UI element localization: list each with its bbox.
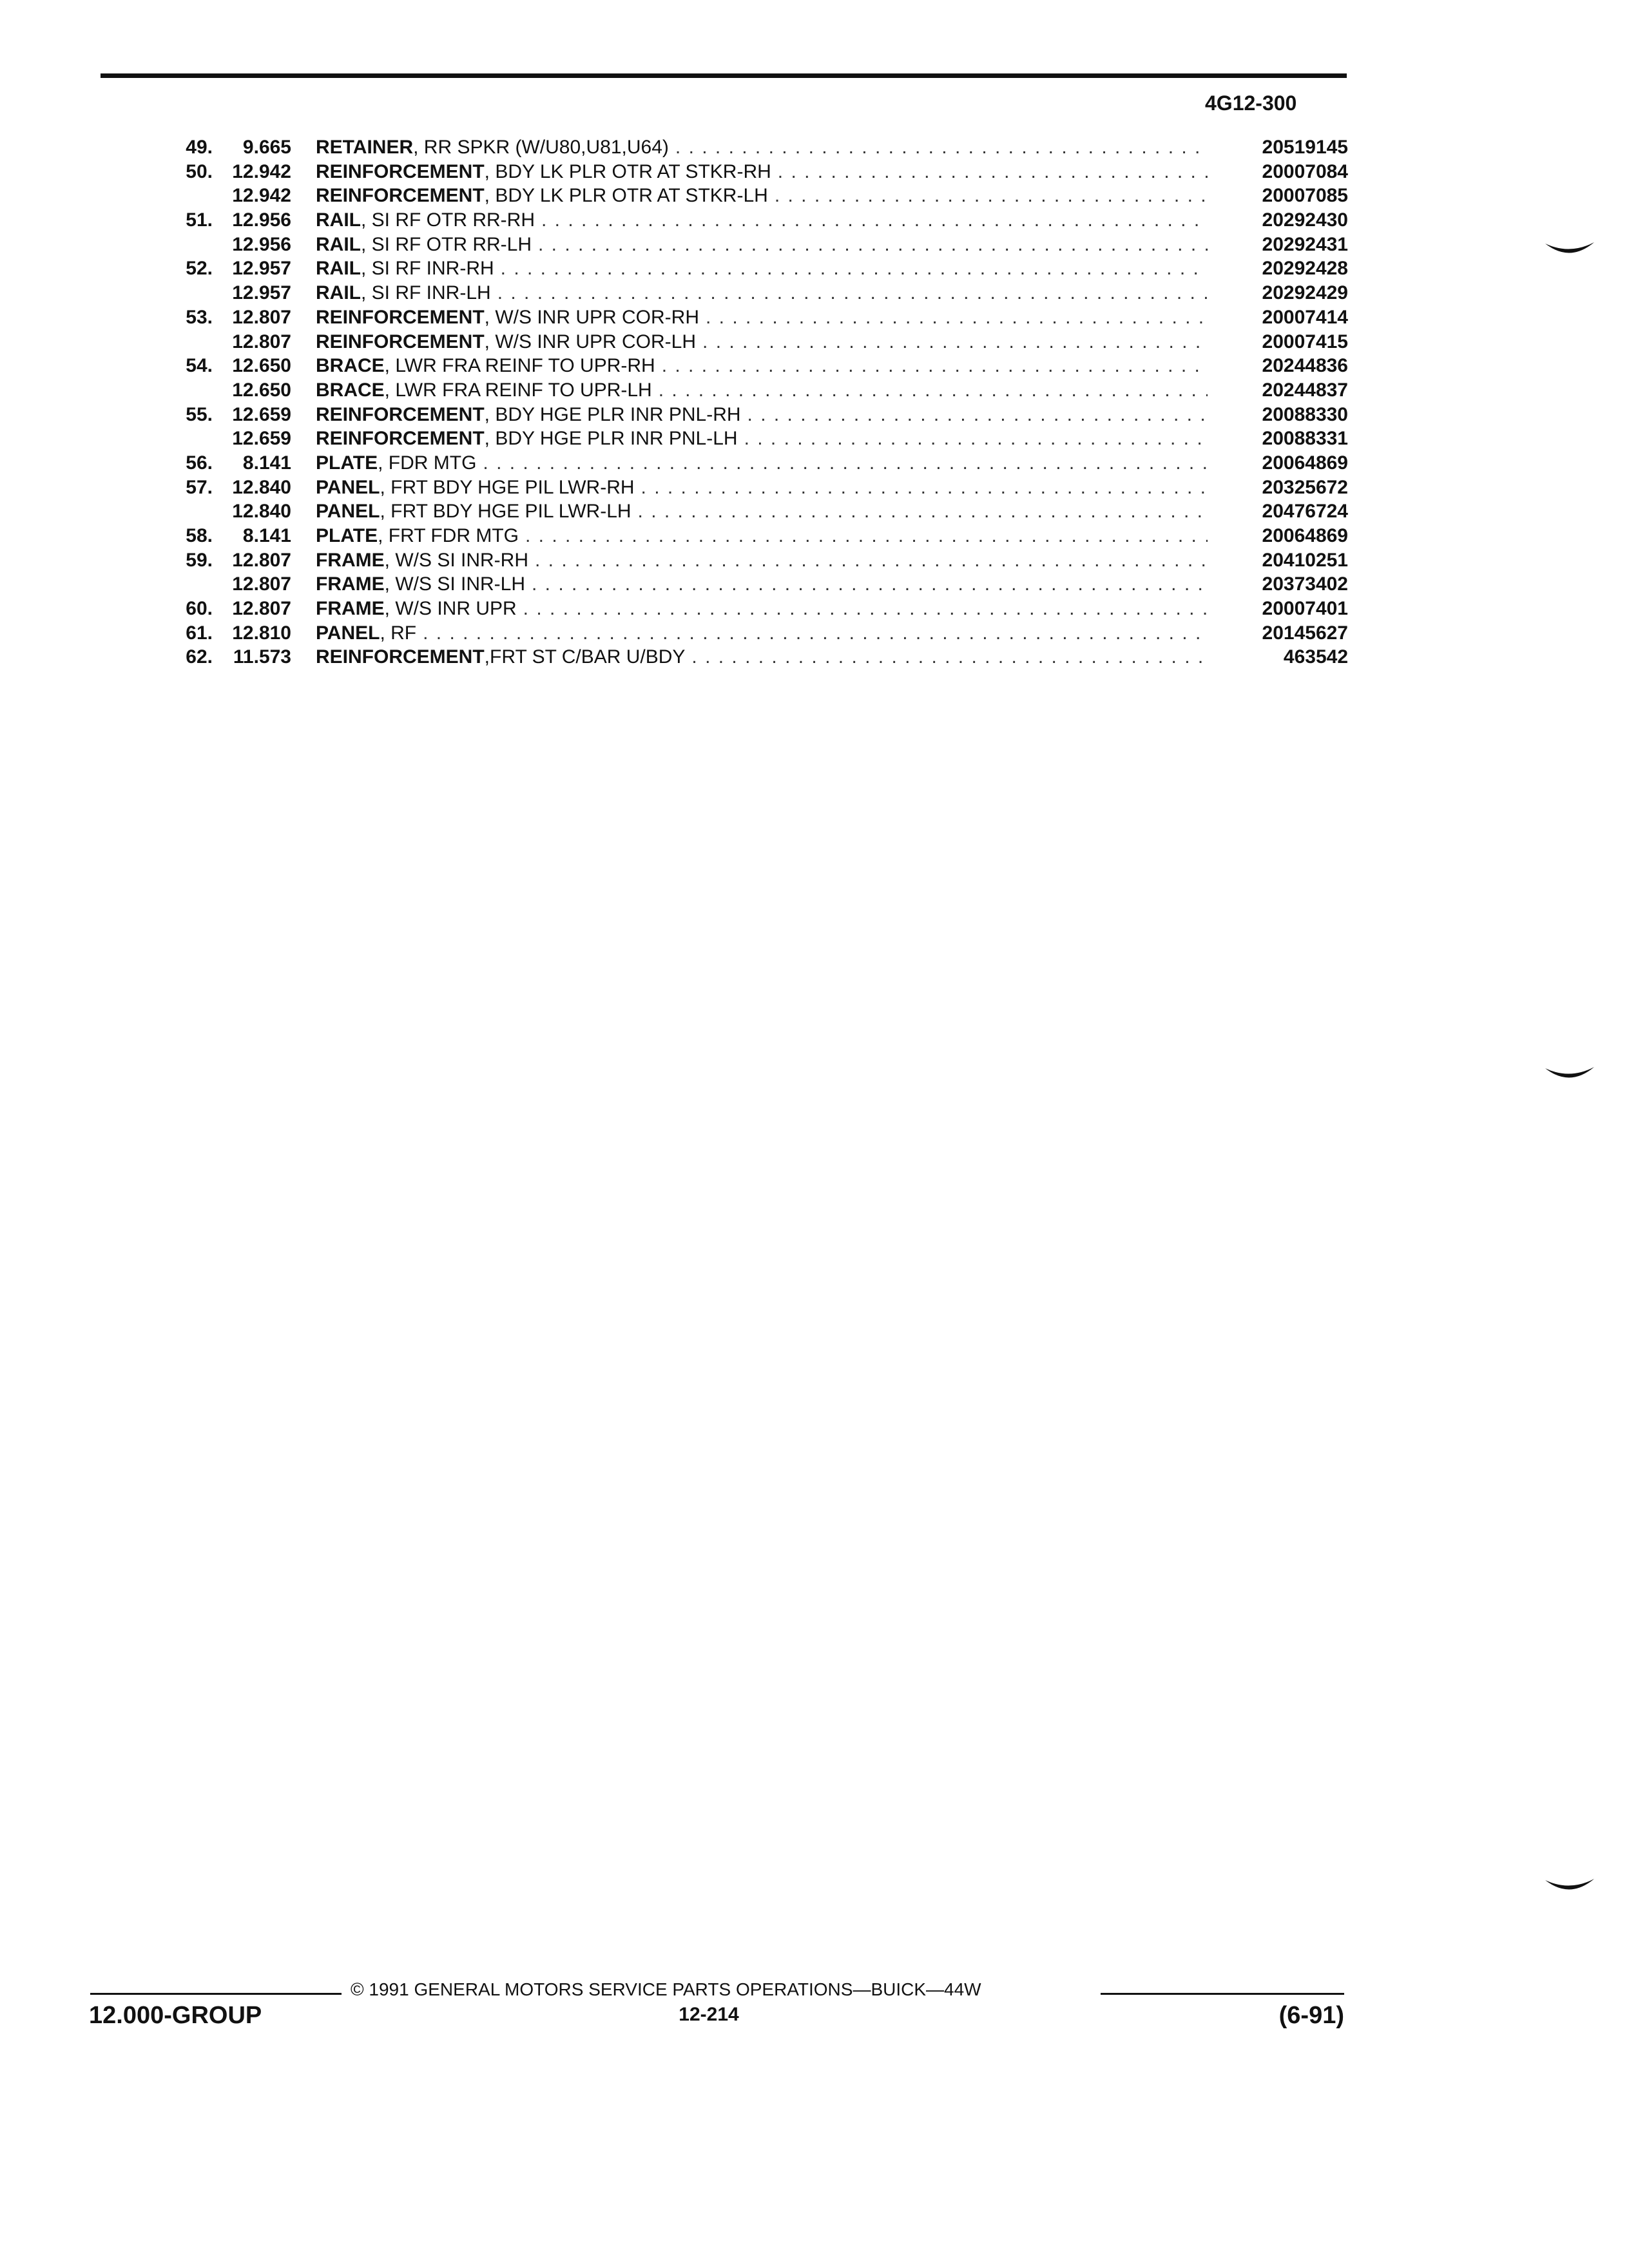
part-number: 20064869 bbox=[1262, 452, 1348, 474]
part-name: REINFORCEMENT bbox=[316, 185, 485, 207]
group-number: 12.807 bbox=[232, 598, 291, 620]
part-name: BRACE bbox=[316, 355, 385, 377]
group-number: 12.942 bbox=[232, 185, 291, 207]
part-description bbox=[316, 451, 1208, 476]
part-description bbox=[316, 305, 1208, 330]
footer-revision-date: (6-91) bbox=[1278, 2002, 1344, 2029]
parts-row bbox=[149, 354, 1348, 378]
parts-row bbox=[149, 305, 1348, 330]
footer-copyright: © 1991 GENERAL MOTORS SERVICE PARTS OPERATIONS—BUICK—44W bbox=[351, 1979, 981, 1999]
part-description bbox=[316, 572, 1208, 597]
part-description bbox=[316, 233, 1208, 257]
parts-row bbox=[149, 476, 1348, 500]
part-number: 20244837 bbox=[1262, 379, 1348, 401]
group-number: 8.141 bbox=[242, 452, 291, 474]
part-name: PANEL bbox=[316, 501, 380, 523]
part-name: PANEL bbox=[316, 622, 380, 644]
item-number: 58. bbox=[186, 525, 213, 546]
group-number: 12.956 bbox=[232, 209, 291, 231]
parts-row bbox=[149, 597, 1348, 621]
parts-row bbox=[149, 548, 1348, 573]
page-code: 4G12-300 bbox=[1205, 91, 1297, 115]
item-number: 52. bbox=[186, 258, 213, 280]
leader-dots bbox=[517, 597, 1208, 621]
group-number: 11.573 bbox=[233, 646, 291, 668]
part-qualifier: , LWR FRA REINF TO UPR-RH bbox=[384, 355, 655, 377]
part-name: REINFORCEMENT bbox=[316, 160, 485, 182]
part-description bbox=[316, 597, 1208, 621]
part-number: 20145627 bbox=[1262, 622, 1348, 644]
part-name: REINFORCEMENT bbox=[316, 646, 485, 668]
parts-row bbox=[149, 208, 1348, 233]
part-name: PLATE bbox=[316, 525, 378, 546]
group-number: 12.956 bbox=[232, 233, 291, 255]
parts-list bbox=[149, 135, 1348, 669]
leader-dots bbox=[535, 208, 1208, 233]
group-number: 12.807 bbox=[232, 331, 291, 352]
part-number: 463542 bbox=[1283, 646, 1348, 668]
part-name: RETAINER bbox=[316, 137, 414, 158]
leader-dots bbox=[635, 476, 1208, 500]
parts-row bbox=[149, 524, 1348, 548]
part-name: RAIL bbox=[316, 282, 361, 304]
part-number: 20519145 bbox=[1262, 137, 1348, 158]
leader-dots bbox=[476, 451, 1208, 476]
part-number: 20088331 bbox=[1262, 428, 1348, 450]
item-number: 62. bbox=[186, 646, 213, 668]
leader-dots bbox=[532, 233, 1208, 257]
part-number: 20007084 bbox=[1262, 160, 1348, 182]
parts-row bbox=[149, 233, 1348, 257]
parts-row bbox=[149, 135, 1348, 160]
part-name: FRAME bbox=[316, 573, 385, 595]
part-name: PLATE bbox=[316, 452, 378, 474]
part-description bbox=[316, 476, 1208, 500]
binder-hole-mark-middle bbox=[1544, 1064, 1595, 1084]
binder-hole-mark-bottom bbox=[1544, 1876, 1595, 1896]
parts-row bbox=[149, 403, 1348, 427]
part-number: 20410251 bbox=[1262, 549, 1348, 571]
leader-dots bbox=[494, 256, 1208, 281]
leader-dots bbox=[491, 281, 1208, 305]
part-name: REINFORCEMENT bbox=[316, 306, 485, 328]
part-qualifier: , FDR MTG bbox=[378, 452, 477, 474]
part-description bbox=[316, 184, 1208, 208]
leader-dots bbox=[416, 621, 1208, 646]
part-description bbox=[316, 499, 1208, 524]
part-qualifier: , W/S INR UPR COR-LH bbox=[484, 331, 697, 352]
leader-dots bbox=[519, 524, 1208, 548]
part-name: REINFORCEMENT bbox=[316, 428, 485, 450]
leader-dots bbox=[741, 403, 1208, 427]
leader-dots bbox=[528, 548, 1208, 573]
parts-row bbox=[149, 427, 1348, 451]
leader-dots bbox=[631, 499, 1208, 524]
part-description bbox=[316, 281, 1208, 305]
part-description bbox=[316, 256, 1208, 281]
group-number: 12.957 bbox=[232, 258, 291, 280]
part-number: 20088330 bbox=[1262, 403, 1348, 425]
parts-row bbox=[149, 621, 1348, 646]
part-qualifier: ,FRT ST C/BAR U/BDY bbox=[484, 646, 686, 668]
group-number: 12.659 bbox=[232, 428, 291, 450]
part-qualifier: , RF bbox=[380, 622, 417, 644]
parts-row bbox=[149, 645, 1348, 669]
part-name: RAIL bbox=[316, 258, 361, 280]
group-number: 12.807 bbox=[232, 306, 291, 328]
leader-dots bbox=[685, 645, 1208, 669]
group-number: 9.665 bbox=[242, 137, 291, 158]
parts-row bbox=[149, 160, 1348, 184]
part-description bbox=[316, 208, 1208, 233]
part-number: 20292431 bbox=[1262, 233, 1348, 255]
part-qualifier: , SI RF INR-RH bbox=[361, 258, 494, 280]
part-name: FRAME bbox=[316, 549, 385, 571]
item-number: 49. bbox=[186, 137, 213, 158]
parts-row bbox=[149, 499, 1348, 524]
part-description bbox=[316, 403, 1208, 427]
part-description bbox=[316, 524, 1208, 548]
part-qualifier: , RR SPKR (W/U80,U81,U64) bbox=[413, 137, 669, 158]
leader-dots bbox=[738, 427, 1208, 451]
part-description bbox=[316, 645, 1208, 669]
footer-group-label: 12.000-GROUP bbox=[89, 2002, 262, 2029]
part-number: 20292428 bbox=[1262, 258, 1348, 280]
leader-dots bbox=[652, 378, 1208, 403]
item-number: 51. bbox=[186, 209, 213, 231]
part-name: BRACE bbox=[316, 379, 385, 401]
group-number: 12.840 bbox=[232, 501, 291, 523]
part-number: 20064869 bbox=[1262, 525, 1348, 546]
part-name: PANEL bbox=[316, 476, 380, 498]
part-qualifier: , BDY HGE PLR INR PNL-LH bbox=[484, 428, 738, 450]
part-name: REINFORCEMENT bbox=[316, 403, 485, 425]
item-number: 59. bbox=[186, 549, 213, 571]
part-name: REINFORCEMENT bbox=[316, 331, 485, 352]
part-description bbox=[316, 135, 1208, 160]
leader-dots bbox=[525, 572, 1208, 597]
leader-dots bbox=[696, 330, 1208, 354]
part-qualifier: , SI RF OTR RR-LH bbox=[361, 233, 532, 255]
part-name: RAIL bbox=[316, 209, 361, 231]
parts-row bbox=[149, 184, 1348, 208]
group-number: 12.659 bbox=[232, 403, 291, 425]
group-number: 12.650 bbox=[232, 355, 291, 377]
part-name: FRAME bbox=[316, 598, 385, 620]
item-number: 54. bbox=[186, 355, 213, 377]
part-description bbox=[316, 378, 1208, 403]
item-number: 50. bbox=[186, 160, 213, 182]
part-description bbox=[316, 548, 1208, 573]
part-qualifier: , SI RF OTR RR-RH bbox=[361, 209, 535, 231]
group-number: 12.650 bbox=[232, 379, 291, 401]
parts-row bbox=[149, 378, 1348, 403]
group-number: 12.957 bbox=[232, 282, 291, 304]
part-number: 20292430 bbox=[1262, 209, 1348, 231]
item-number: 53. bbox=[186, 306, 213, 328]
part-number: 20007401 bbox=[1262, 598, 1348, 620]
part-number: 20476724 bbox=[1262, 501, 1348, 523]
part-description bbox=[316, 354, 1208, 378]
group-number: 8.141 bbox=[242, 525, 291, 546]
group-number: 12.840 bbox=[232, 476, 291, 498]
part-description bbox=[316, 160, 1208, 184]
parts-row bbox=[149, 281, 1348, 305]
group-number: 12.942 bbox=[232, 160, 291, 182]
part-number: 20292429 bbox=[1262, 282, 1348, 304]
group-number: 12.807 bbox=[232, 549, 291, 571]
part-name: RAIL bbox=[316, 233, 361, 255]
parts-row bbox=[149, 451, 1348, 476]
part-qualifier: , W/S INR UPR bbox=[384, 598, 517, 620]
part-number: 20007414 bbox=[1262, 306, 1348, 328]
item-number: 57. bbox=[186, 476, 213, 498]
leader-dots bbox=[669, 135, 1208, 160]
part-qualifier: , W/S SI INR-RH bbox=[384, 549, 528, 571]
footer-rule-left bbox=[90, 1993, 342, 1995]
part-qualifier: , FRT BDY HGE PIL LWR-RH bbox=[380, 476, 635, 498]
part-qualifier: , BDY LK PLR OTR AT STKR-LH bbox=[484, 185, 768, 207]
footer-rule-right bbox=[1101, 1993, 1344, 1995]
binder-hole-mark-top bbox=[1544, 240, 1595, 259]
part-number: 20007085 bbox=[1262, 185, 1348, 207]
part-qualifier: , BDY LK PLR OTR AT STKR-RH bbox=[484, 160, 771, 182]
part-qualifier: , FRT BDY HGE PIL LWR-LH bbox=[380, 501, 631, 523]
group-number: 12.807 bbox=[232, 573, 291, 595]
item-number: 61. bbox=[186, 622, 213, 644]
part-number: 20373402 bbox=[1262, 573, 1348, 595]
item-number: 60. bbox=[186, 598, 213, 620]
header-rule bbox=[101, 73, 1347, 78]
part-description bbox=[316, 621, 1208, 646]
item-number: 56. bbox=[186, 452, 213, 474]
parts-row bbox=[149, 256, 1348, 281]
part-number: 20325672 bbox=[1262, 476, 1348, 498]
part-qualifier: , W/S SI INR-LH bbox=[384, 573, 526, 595]
part-description bbox=[316, 330, 1208, 354]
part-number: 20007415 bbox=[1262, 331, 1348, 352]
part-qualifier: , LWR FRA REINF TO UPR-LH bbox=[384, 379, 652, 401]
part-number: 20244836 bbox=[1262, 355, 1348, 377]
part-qualifier: , FRT FDR MTG bbox=[378, 525, 519, 546]
footer-page-number: 12-214 bbox=[679, 2004, 739, 2025]
part-description bbox=[316, 427, 1208, 451]
leader-dots bbox=[655, 354, 1208, 378]
leader-dots bbox=[771, 160, 1208, 184]
leader-dots bbox=[768, 184, 1208, 208]
part-qualifier: , SI RF INR-LH bbox=[361, 282, 491, 304]
group-number: 12.810 bbox=[232, 622, 291, 644]
parts-row bbox=[149, 330, 1348, 354]
item-number: 55. bbox=[186, 403, 213, 425]
leader-dots bbox=[699, 305, 1208, 330]
part-qualifier: , W/S INR UPR COR-RH bbox=[484, 306, 699, 328]
part-qualifier: , BDY HGE PLR INR PNL-RH bbox=[484, 403, 741, 425]
parts-row bbox=[149, 572, 1348, 597]
